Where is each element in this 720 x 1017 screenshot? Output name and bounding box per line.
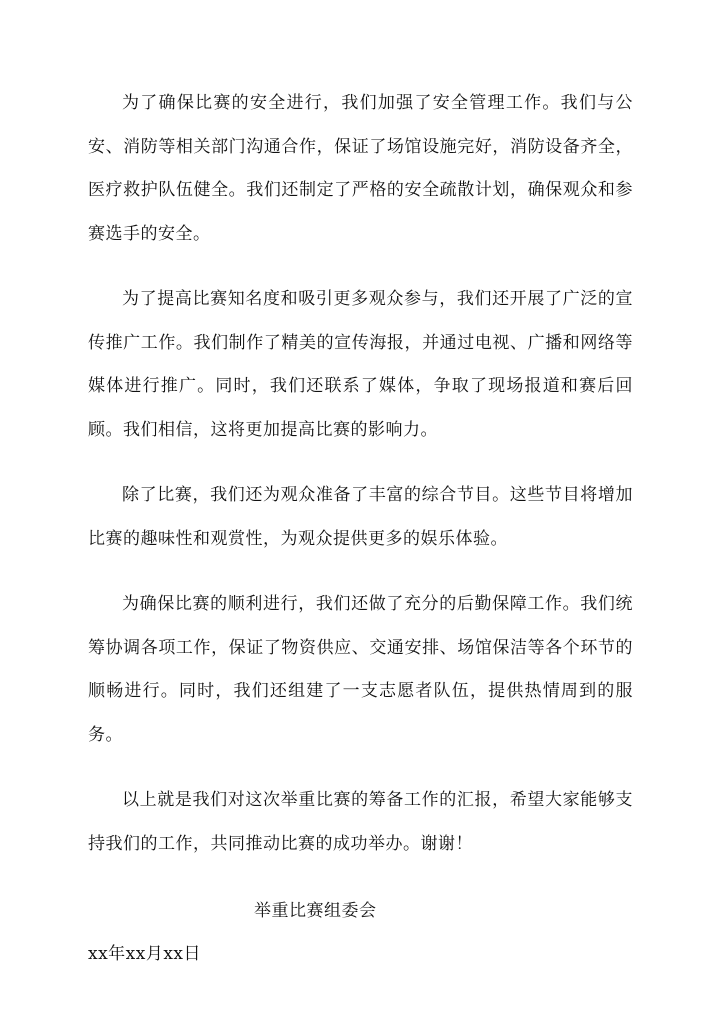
- signature: 举重比赛组委会: [254, 901, 377, 921]
- paragraph-programs: 除了比赛，我们还为观众准备了丰富的综合节目。这些节目将增加比赛的趣味性和观赏性，为观众提供更多的娱乐体验。: [88, 485, 633, 549]
- paragraph-logistics: 为确保比赛的顺利进行，我们还做了充分的后勤保障工作。我们统筹协调各项工作，保证了物资供应、交通安排、场馆保洁等各个环节的顺畅进行。同时，我们还组建了一支志愿者队伍，提供热情周到的服务。: [88, 594, 633, 745]
- paragraph-closing: 以上就是我们对这次举重比赛的筹备工作的汇报，希望大家能够支持我们的工作，共同推动比赛的成功举办。谢谢！: [88, 790, 633, 854]
- document-body: [88, 82, 633, 976]
- paragraph-publicity: 为了提高比赛知名度和吸引更多观众参与，我们还开展了广泛的宣传推广工作。我们制作了精美的宣传海报，并通过电视、广播和网络等媒体进行推广。同时，我们还联系了媒体，争取了现场报道和赛后回顾。我们相信，这将更加提高比赛的影响力。: [88, 289, 633, 440]
- date: xx年xx月xx日: [88, 944, 202, 964]
- paragraph-safety: 为了确保比赛的安全进行，我们加强了安全管理工作。我们与公安、消防等相关部门沟通合作，保证了场馆设施完好，消防设备齐全，医疗救护队伍健全。我们还制定了严格的安全疏散计划，确保观众和参赛选手的安全。: [88, 93, 633, 244]
